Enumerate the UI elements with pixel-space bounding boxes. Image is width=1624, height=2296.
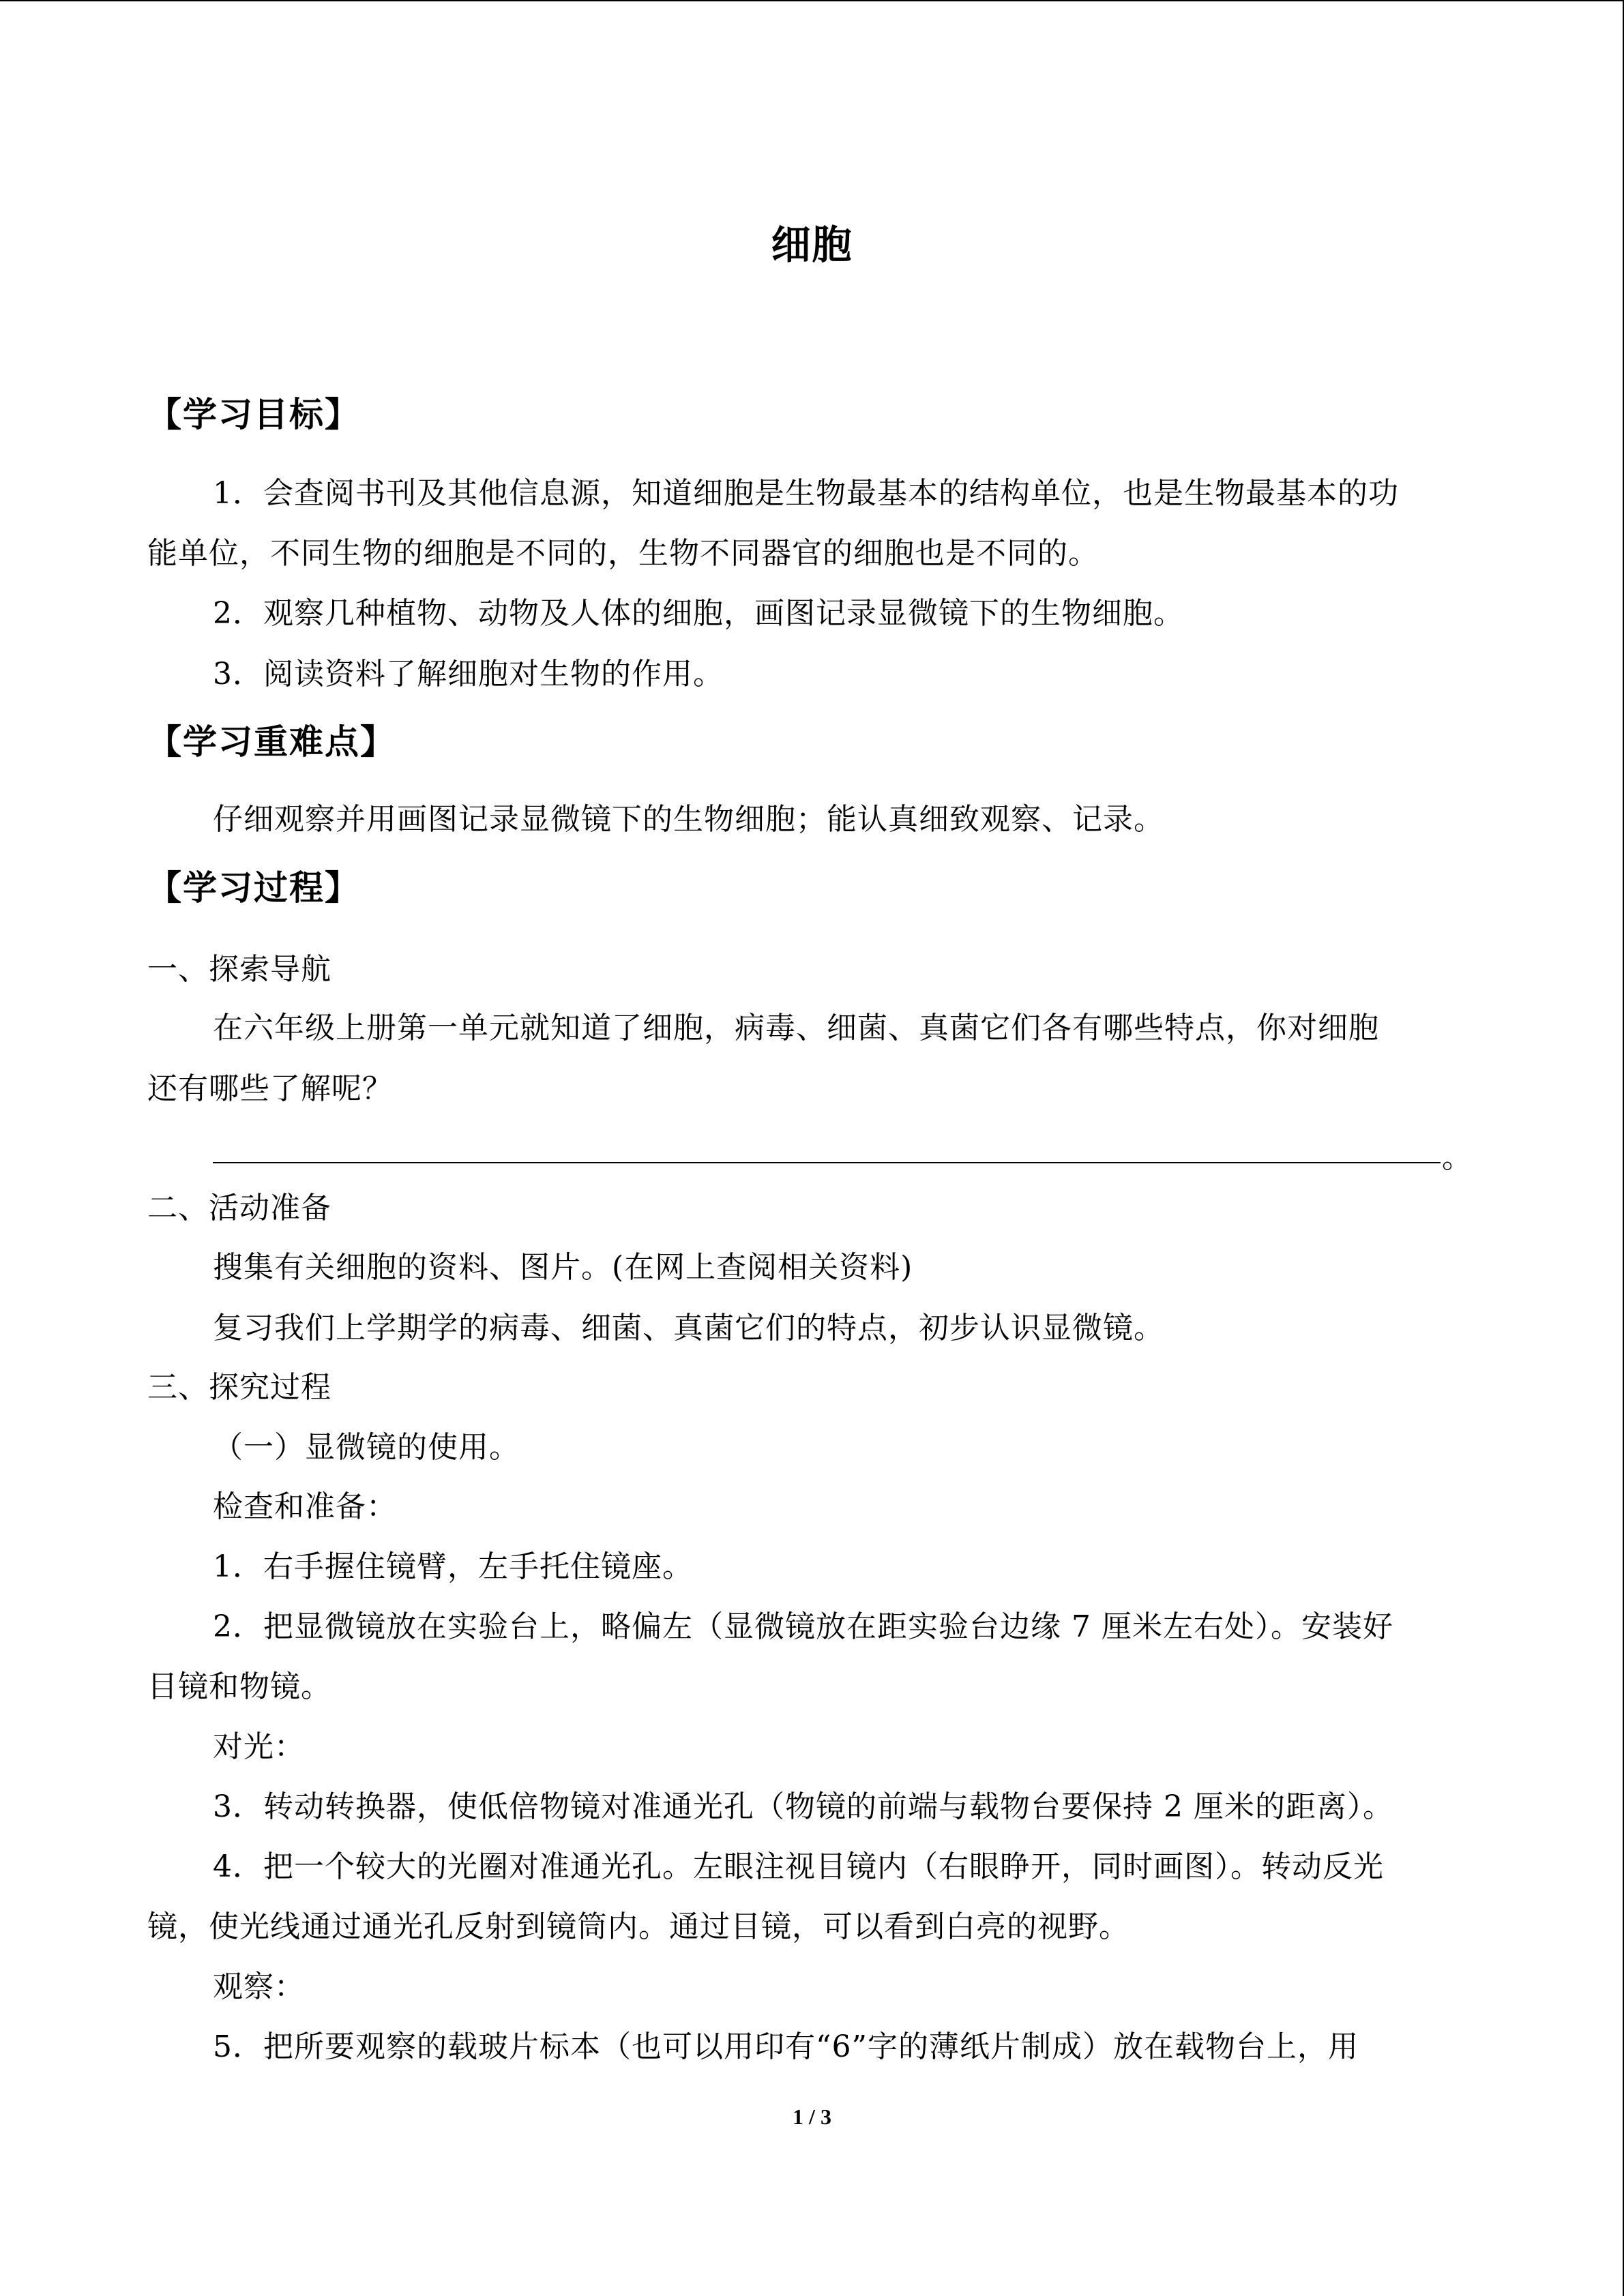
heading-process: 【学习过程】	[147, 868, 360, 908]
page-title: 细胞	[771, 222, 853, 268]
section-1-title: 一、探索导航	[147, 952, 331, 987]
section-1-line-2: 还有哪些了解呢？	[147, 1071, 393, 1106]
objective-1-line-2: 能单位，不同生物的细胞是不同的，生物不同器官的细胞也是不同的。	[147, 536, 1099, 571]
section-2-title: 二、活动准备	[147, 1191, 331, 1225]
heading-key-points: 【学习重难点】	[147, 722, 396, 762]
step-4-line-1: 4．把一个较大的光圈对准通光孔。左眼注视目镜内（右眼睁开，同时画图）。转动反光	[213, 1849, 1384, 1884]
objective-1-line-1: 1．会查阅书刊及其他信息源，知道细胞是生物最基本的结构单位，也是生物最基本的功	[213, 476, 1399, 511]
page-number: 1 / 3	[793, 2104, 831, 2129]
section-1-line-1: 在六年级上册第一单元就知道了细胞，病毒、细菌、真菌它们各有哪些特点，你对细胞	[213, 1011, 1379, 1045]
step-3: 3．转动转换器，使低倍物镜对准通光孔（物镜的前端与载物台要保持 2 厘米的距离）。	[213, 1789, 1393, 1824]
objective-3: 3．阅读资料了解细胞对生物的作用。	[213, 657, 724, 691]
light-label: 对光：	[213, 1729, 305, 1764]
step-4-line-2: 镜，使光线通过通光孔反射到镜筒内。通过目镜，可以看到白亮的视野。	[147, 1909, 1130, 1944]
section-2-line-2: 复习我们上学期学的病毒、细菌、真菌它们的特点，初步认识显微镜。	[213, 1311, 1164, 1345]
step-5-line-1: 5．把所要观察的载玻片标本（也可以用印有“6”字的薄纸片制成）放在载物台上，用	[213, 2029, 1359, 2064]
section-2-line-1: 搜集有关细胞的资料、图片。(在网上查阅相关资料)	[213, 1250, 913, 1285]
step-1: 1．右手握住镜臂，左手托住镜座。	[213, 1549, 693, 1584]
key-points-text: 仔细观察并用画图记录显微镜下的生物细胞；能认真细致观察、记录。	[213, 802, 1164, 837]
step-2-line-1: 2．把显微镜放在实验台上，略偏左（显微镜放在距实验台边缘 7 厘米左右处）。安装好	[213, 1609, 1393, 1644]
subsection-1-title: （一）显微镜的使用。	[213, 1430, 520, 1465]
check-label: 检查和准备：	[213, 1489, 397, 1524]
section-3-title: 三、探究过程	[147, 1370, 331, 1405]
answer-blank-line	[213, 1162, 1441, 1163]
heading-objectives: 【学习目标】	[147, 395, 360, 434]
step-2-line-2: 目镜和物镜。	[147, 1669, 331, 1704]
objective-2: 2．观察几种植物、动物及人体的细胞，画图记录显微镜下的生物细胞。	[213, 596, 1184, 631]
observe-label: 观察：	[213, 1969, 305, 2004]
answer-blank-period: 。	[1442, 1140, 1472, 1175]
